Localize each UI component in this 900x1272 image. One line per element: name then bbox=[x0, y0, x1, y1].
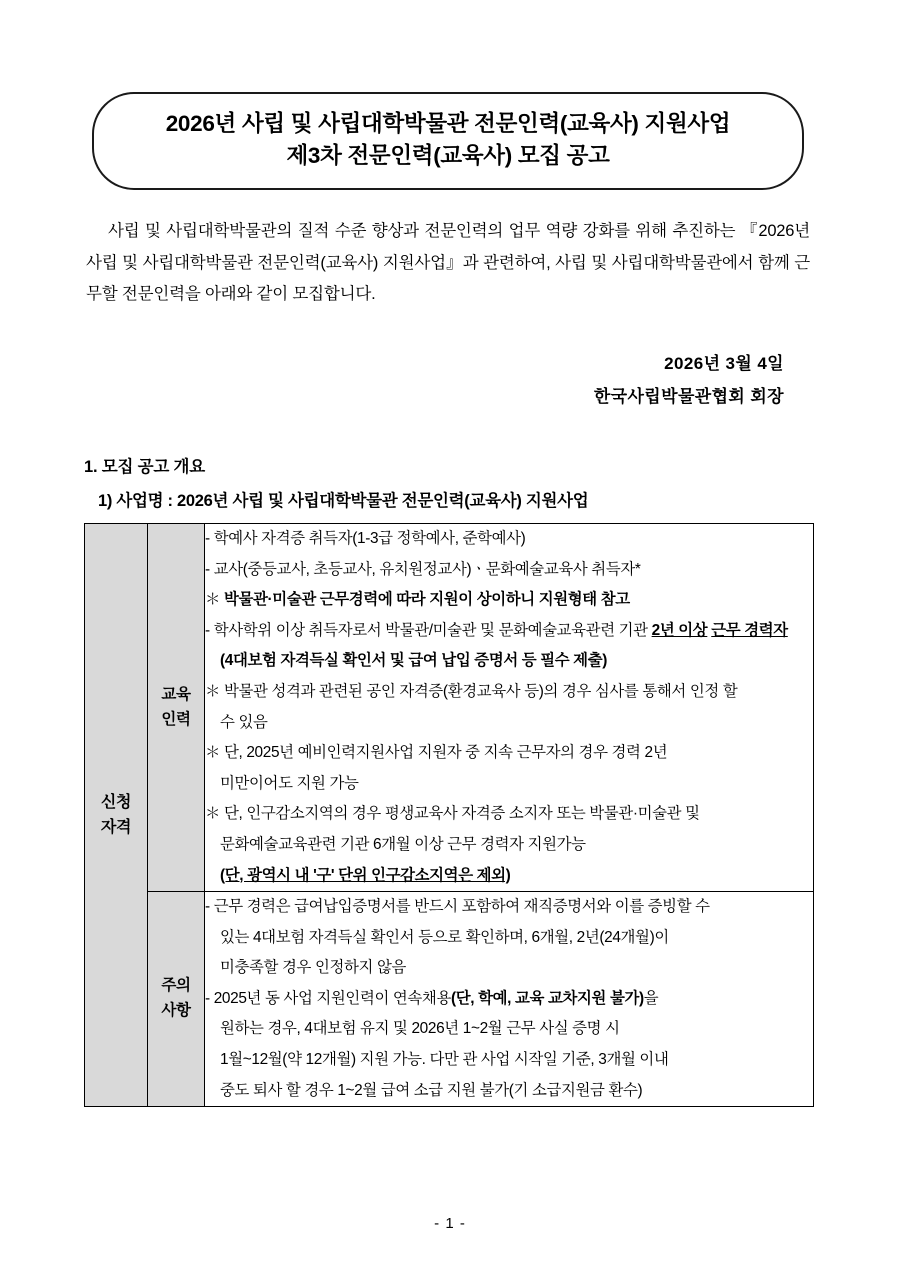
announcement-date: 2026년 3월 4일 bbox=[664, 353, 784, 373]
notice-item-2-pre: - 2025년 동 사업 지원인력이 연속채용 bbox=[205, 989, 451, 1007]
group-header-education-line-1: 교육 bbox=[161, 685, 191, 703]
document-content bbox=[84, 92, 814, 1107]
group-header-notice-line-1: 주의 bbox=[161, 977, 191, 995]
notice-item-1-cont-1: 있는 4대보험 자격득실 확인서 등으로 확인하며, 6개월, 2년(24개월)이 bbox=[220, 928, 669, 946]
intro-text: 사립 및 사립대학박물관의 질적 수준 향상과 전문인력의 업무 역량 강화를 위해 추진하는 『2026년 사립 및 사립대학박물관 전문인력(교육사) 지원사업』과 관련하여, 사립 및 사립대학박물관에서 함께 근무할 전문인력을 아래와 같이 모집합니다. bbox=[86, 221, 810, 304]
notice-item-2-cont-2: 1월~12월(약 12개월) 지원 가능. 다만 관 사업 시작일 기준, 3개월 이내 bbox=[220, 1051, 669, 1068]
title-box bbox=[92, 92, 804, 190]
education-item-4 bbox=[205, 616, 813, 646]
group-header-notice bbox=[148, 892, 205, 1107]
education-item-1: - 학예사 자격증 취득자(1-3급 정학예사, 준학예사) bbox=[205, 530, 526, 548]
education-item-3-text: 박물관·미술관 근무경력에 따라 지원이 상이하니 지원형태 참고 bbox=[223, 591, 630, 609]
group-header-education bbox=[148, 524, 205, 892]
education-item-6 bbox=[205, 677, 813, 707]
row-header-line-2: 자격 bbox=[100, 819, 132, 837]
row-header-line-1: 신청 bbox=[100, 793, 132, 811]
education-item-3-star: ＊ bbox=[205, 591, 224, 609]
notice-item-2-cont-3: 중도 퇴사 할 경우 1~2월 급여 소급 지원 불가(기 소급지원금 환수) bbox=[220, 1081, 643, 1099]
education-item-6-cont: 수 있음 bbox=[220, 713, 268, 731]
section-heading: 1. 모집 공고 개요 bbox=[84, 458, 205, 477]
title-line-1: 2026년 사립 및 사립대학박물관 전문인력(교육사) 지원사업 bbox=[165, 111, 731, 136]
notice-item-2-cont-1: 원하는 경우, 4대보험 유지 및 2026년 1~2월 근무 사실 증명 시 bbox=[220, 1020, 620, 1038]
education-item-8-cont: 문화예술교육관련 기관 6개월 이상 근무 경력자 지원가능 bbox=[220, 835, 586, 853]
page-number: - 1 - bbox=[434, 1215, 466, 1232]
education-item-7-cont: 미만이어도 지원 가능 bbox=[220, 774, 359, 792]
education-item-6-line-1: ＊ 박물관 성격과 관련된 공인 자격증(환경교육사 등)의 경우 심사를 통해서 인정 할 bbox=[205, 683, 738, 701]
row-header-qualification bbox=[85, 524, 148, 1107]
table-row bbox=[85, 524, 814, 892]
education-item-4-pre: - 학사학위 이상 취득자로서 박물관/미술관 및 문화예술교육관련 기관 bbox=[205, 621, 652, 639]
qualification-table bbox=[84, 523, 814, 1107]
education-item-2: - 교사(중등교사, 초등교사, 유치원정교사)ㆍ문화예술교육사 취득자* bbox=[205, 560, 641, 578]
notice-item-1-cont-2: 미충족할 경우 인정하지 않음 bbox=[220, 959, 406, 977]
notice-item-2-post: 을 bbox=[643, 989, 659, 1007]
education-item-4-emph-1: 2년 이상 bbox=[651, 621, 708, 639]
group-header-notice-line-2: 사항 bbox=[161, 1002, 191, 1020]
notice-cell bbox=[205, 892, 814, 1107]
title-line-2: 제3차 전문인력(교육사) 모집 공고 bbox=[286, 142, 610, 168]
signature-block bbox=[84, 347, 814, 413]
notice-item-2-emph: (단, 학예, 교육 교차지원 불가) bbox=[450, 989, 644, 1007]
section-subitem-1: 1) 사업명 : 2026년 사립 및 사립대학박물관 전문인력(교육사) 지원사업 bbox=[98, 492, 589, 511]
notice-item-1: - 근무 경력은 급여납입증명서를 반드시 포함하여 재직증명서와 이를 증빙할 수 bbox=[205, 898, 710, 916]
education-item-7: ＊ 단, 2025년 예비인력지원사업 지원자 중 지속 근무자의 경우 경력 2년 bbox=[205, 744, 668, 762]
education-requirements-cell bbox=[205, 524, 814, 892]
group-header-education-line-2: 인력 bbox=[161, 710, 191, 728]
table-row bbox=[85, 892, 814, 1107]
education-item-5: (4대보험 자격득실 확인서 및 급여 납입 증명서 등 필수 제출) bbox=[220, 652, 607, 670]
education-item-4-emph-2: 근무 경력자 bbox=[711, 621, 788, 639]
education-item-3 bbox=[205, 585, 813, 615]
intro-paragraph bbox=[84, 216, 814, 311]
education-item-9: (단, 광역시 내 '구' 단위 인구감소지역은 제외) bbox=[220, 866, 511, 884]
education-item-8: ＊ 단, 인구감소지역의 경우 평생교육사 자격증 소지자 또는 박물관·미술관 및 bbox=[205, 805, 700, 823]
notice-item-2 bbox=[205, 984, 813, 1014]
announcement-signer: 한국사립박물관협회 회장 bbox=[593, 387, 784, 407]
